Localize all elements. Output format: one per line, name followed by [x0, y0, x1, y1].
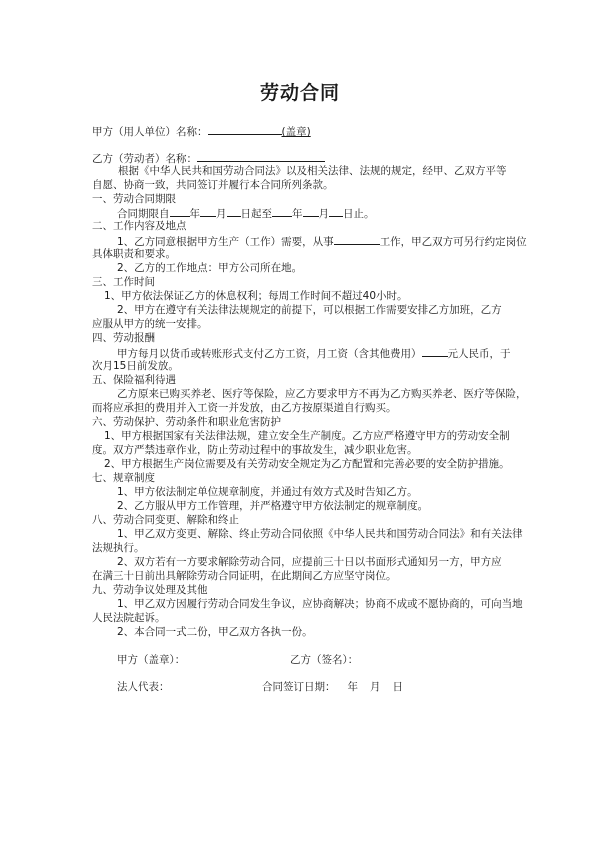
signing-day: 日 — [392, 681, 403, 693]
termination-line-3: 2、双方若有一方要求解除劳动合同，应提前三十日以书面形式通知另一方，甲方应 — [117, 556, 502, 568]
insurance-line-2: 而将应承担的费用并入工资一并发放，由乙方按原渠道自行购买。 — [92, 402, 397, 414]
labor-protection-line-2: 度。双方严禁违章作业，防止劳动过程中的事故发生，减少职业危害。 — [92, 444, 418, 456]
section-9-heading: 九、劳动争议处理及其他 — [92, 584, 208, 596]
party-b-name-blank — [197, 151, 325, 162]
contract-term-line: 合同期限自 年 月 日起至 年 月 日止。 — [117, 208, 375, 220]
work-location-line: 2、乙方的工作地点：甲方公司所在地。 — [117, 262, 303, 274]
end-year-blank — [272, 206, 292, 217]
section-5-heading: 五、保险福利待遇 — [92, 374, 176, 386]
labor-protection-line-3: 2、甲方根据生产岗位需要及有关劳动安全规定为乙方配置和完善必要的安全防护措施。 — [104, 458, 510, 470]
start-year-blank — [170, 206, 190, 217]
party-b-label: 乙方（劳动者）名称： — [92, 153, 197, 165]
party-b-signature-label: 乙方（签名）： — [290, 654, 359, 666]
work-hours-line-3: 应服从甲方的统一安排。 — [92, 318, 208, 330]
job-title-blank — [334, 234, 380, 245]
insurance-line-1: 乙方原来已购买养老、医疗等保险，应乙方要求甲方不再为乙方购买养老、医疗等保险， — [117, 388, 527, 400]
section-8-heading: 八、劳动合同变更、解除和终止 — [92, 514, 239, 526]
signing-date-label: 合同签订日期： — [262, 681, 336, 693]
section-1-heading: 一、劳动合同期限 — [92, 193, 176, 205]
work-hours-line-2: 2、甲方在遵守有关法律法规规定的前提下，可以根据工作需要安排乙方加班，乙方 — [117, 304, 502, 316]
party-a-seal-note: (盖章) — [281, 126, 311, 138]
intro-line-2: 自愿、协商一致，共同签订并履行本合同所列条款。 — [92, 179, 334, 191]
salary-amount-blank — [422, 346, 448, 357]
end-day-blank — [329, 206, 343, 217]
party-b-line — [92, 151, 325, 166]
work-content-line: 1、乙方同意根据甲方生产（工作）需要，从事 工作，甲乙双方可另行约定岗位 — [117, 236, 527, 248]
work-content-line-2: 具体职责和要求。 — [92, 248, 176, 260]
termination-line-1: 1、甲乙双方变更、解除、终止劳动合同依照《中华人民共和国劳动合同法》和有关法律 — [117, 528, 523, 540]
end-month-blank — [303, 206, 319, 217]
party-a-signature-label: 甲方（盖章）： — [117, 654, 186, 666]
section-2-heading: 二、工作内容及地点 — [92, 220, 187, 232]
signing-year: 年 — [347, 681, 358, 693]
document-title: 劳动合同 — [259, 82, 340, 104]
start-day-blank — [227, 206, 241, 217]
start-month-blank — [200, 206, 216, 217]
salary-line-2: 次月15日前发放。 — [92, 360, 179, 372]
dispute-line-1: 1、甲乙双方因履行劳动合同发生争议，应协商解决；协商不成或不愿协商的，可向当地 — [117, 598, 523, 610]
party-a-line — [92, 124, 311, 139]
intro-line-1: 根据《中华人民共和国劳动合同法》以及相关法律、法规的规定，经甲、乙双方平等 — [118, 165, 507, 177]
section-6-heading: 六、劳动保护、劳动条件和职业危害防护 — [92, 416, 281, 428]
dispute-line-2: 人民法院起诉。 — [92, 612, 166, 624]
rules-line-1: 1、甲方依法制定单位规章制度，并通过有效方式及时告知乙方。 — [117, 486, 418, 498]
party-a-name-blank — [208, 124, 282, 135]
signing-date-line — [262, 681, 403, 694]
labor-protection-line-1: 1、甲方根据国家有关法律法规，建立安全生产制度。乙方应严格遵守甲方的劳动安全制 — [104, 430, 510, 442]
section-3-heading: 三、工作时间 — [92, 276, 155, 288]
salary-line: 甲方每月以货币或转账形式支付乙方工资，月工资（含其他费用） 元人民币，于 — [117, 348, 511, 360]
party-a-label: 甲方（用人单位）名称： — [92, 126, 208, 138]
termination-line-2: 法规执行。 — [92, 542, 145, 554]
signing-month: 月 — [370, 681, 381, 693]
work-hours-line-1: 1、甲方依法保证乙方的休息权利；每周工作时间不超过40小时。 — [104, 290, 408, 302]
termination-line-4: 在满三十日前出具解除劳动合同证明，在此期间乙方应坚守岗位。 — [92, 570, 397, 582]
rules-line-2: 2、乙方服从甲方工作管理，并严格遵守甲方依法制定的规章制度。 — [117, 500, 429, 512]
copies-line: 2、本合同一式二份，甲乙双方各执一份。 — [117, 626, 313, 638]
legal-representative-label: 法人代表： — [117, 681, 170, 693]
section-4-heading: 四、劳动报酬 — [92, 332, 155, 344]
section-7-heading: 七、规章制度 — [92, 472, 155, 484]
